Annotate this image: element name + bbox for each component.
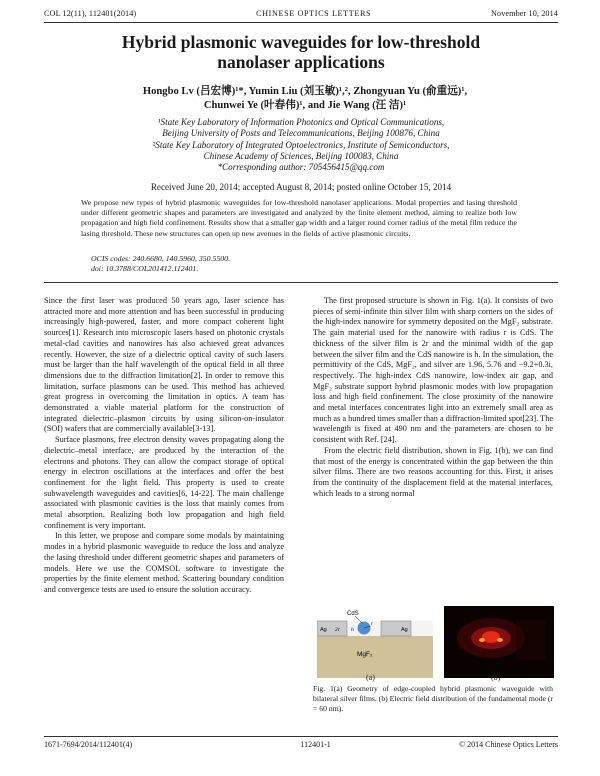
body-paragraph: From the electric field distribution, shown in Fig. 1(b), we can find that most of the energy is concentrated within the gap between the thin silver films. There are two reasons accounting for this. First, it arises from the continuity of the displacement field at the material interfaces, which leads to a strong normal [313, 445, 553, 498]
subfigure-label-a: (a) [366, 673, 375, 682]
field-hotspot-right [497, 638, 503, 642]
footer-issn: 1671-7694/2014/112401(4) [44, 740, 133, 749]
affiliations [44, 117, 558, 173]
substrate-label: MgF₂ [357, 651, 373, 658]
ag-right-label: Ag [401, 627, 408, 633]
field-distribution-image [444, 606, 554, 678]
figure-1 [313, 606, 553, 678]
header-journal: CHINESE OPTICS LETTERS [256, 9, 372, 18]
running-header [44, 9, 558, 21]
geometry-diagram [317, 606, 433, 678]
ocis-codes: OCIS codes: 240.6680, 140.5960, 350.5500. [91, 254, 231, 263]
affiliation-line: Beijing University of Posts and Telecommunications, Beijing 100876, China [162, 128, 440, 139]
paper-title [44, 32, 558, 72]
gap-label: h [351, 627, 354, 633]
substrate-shape [317, 636, 433, 678]
abstract: We propose new types of hybrid plasmonic waveguides for low-threshold nanolaser applications. Modal properties and lasing threshold under different geometric shapes and parameters are investigated and analyzed by the finite element method, aiming to realize both low propagation and high field confinement. Results show that a smaller gap width and a larger round corner radius of the metal film reduce the lasing threshold. These new structures can open up new avenues in the fields of active plasmonic circuits. [81, 198, 517, 238]
field-hotspot-left [479, 638, 485, 642]
column-right [313, 296, 553, 499]
affiliation-line: ²State Key Laboratory of Integrated Optoelectronics, Institute of Semiconductors, [152, 139, 450, 150]
body-paragraph: Since the first laser was produced 50 years ago, laser science has attracted more and more attention and has been successful in producing increasingly high-powered, faster, and more compact coherent light sources[1]. Research into microscopic lasers based on photonic crystals metal-clad cavities and nanowires has also achieved great advances recently. However, the size of a dielectric optical cavity of such lasers must be larger than the half wavelength of the optical field in all three dimensions due to the diffraction limitation[2]. In order to remove this limitation, surface plasmons can be used. This method has achieved great progress in overcoming the limitation in optics. A team has demonstrated a viable material platform for the construction of integrated dielectric–plasmon circuits by using silicon-on-insulator (SOI) wafers that are commercially available[3-13]. [44, 296, 284, 434]
title-line-2: nanolaser applications [217, 52, 385, 72]
cds-label: CdS [347, 611, 359, 617]
figure-caption: Fig. 1(a) Geometry of edge-coupled hybrid plasmonic waveguide with bilateral silver films. (b) Electric field distribution of the fundamental mode (r = 60 nm). [313, 684, 553, 714]
field-edge [516, 620, 546, 660]
header-rule [44, 22, 558, 23]
affiliation-line: ¹State Key Laboratory of Information Photonics and Optical Communications, [157, 117, 445, 127]
footer-page: 112401-1 [300, 740, 331, 749]
subfigure-label-b: (b) [491, 673, 501, 682]
author-list [70, 85, 540, 112]
authors-line-2: Chunwei Ye (叶春伟)¹, and Jie Wang (汪 洁)¹ [203, 99, 407, 111]
doi: doi: 10.3788/COL201412.112401. [91, 264, 199, 273]
abstract-rule [44, 282, 558, 283]
corresponding-author: *Corresponding author: 705456415@qq.com [217, 162, 385, 173]
title-line-1: Hybrid plasmonic waveguides for low-threshold [121, 32, 481, 52]
footer-copyright: © 2014 Chinese Optics Letters [459, 740, 558, 749]
page-footer [44, 740, 558, 749]
body-paragraph: In this letter, we propose and compare some modals by maintaining modes in a hybrid plasmonic waveguide to reduce the loss and analyze the lasing threshold under different geometric shapes and parameters of models. Here we use the COMSOL software to investigate the properties by the finite element method. Scattering boundary condition and convergence tests are used to ensure the solution accuracy. [44, 531, 284, 594]
radius-label: r [371, 622, 373, 627]
field-svg [444, 606, 554, 678]
column-left [44, 296, 284, 596]
affiliation-line: Chinese Academy of Sciences, Beijing 100083, China [203, 150, 399, 161]
footer-rule [44, 736, 558, 737]
header-date: November 10, 2014 [491, 9, 558, 18]
received-dates: Received June 20, 2014; accepted August 8, 2014; posted online October 15, 2014 [150, 182, 452, 192]
authors-line-1: Hongbo Lv (吕宏博)¹*, Yumin Liu (刘玉敏)¹,², Zhongyuan Yu (俞重远)¹, [142, 86, 468, 97]
thickness-label: 2r [335, 627, 340, 633]
field-core [482, 631, 500, 643]
body-paragraph: The first proposed structure is shown in Fig. 1(a). It consists of two pieces of semi-infinite thin silver film with sharp corners on the sides of the high-index nanowire for symmetry deposited on the MgF₂ substrate. The gain material used for the nanowire with radius r is CdS. The thickness of the silver film is 2r and the minimal width of the gap between the silver film and the CdS nanowire is h. In the simulation, the permittivity of the CdS, MgF₂, and silver are 1.96, 5.76 and −9.2+0.3i, respectively. The high-index CdS nanowire, low-index air gap, and MgF₂ substrate support hybrid plasmonic modes with low propagation loss and high field confinement. The close proximity of the nanowire and metal interfaces concentrates light into an extremely small area as much as a hundred times smaller than a diffraction-limited spot[23]. The wavelength is fixed at 490 nm and the parameters are chosen to be consistent with Ref. [24]. [313, 296, 553, 445]
paper-meta [91, 254, 230, 274]
header-citation: COL 12(11), 112401(2014) [44, 9, 137, 18]
ag-left-label: Ag [320, 627, 327, 633]
body-paragraph: Surface plasmons, free electron density waves propagating along the dielectric–metal interface, are produced by the interaction of the electrons and photons. They can allow the compact storage of optical energy in electron oscillations at the interfaces and offer the best confinement for the light field. This property is used to create subwavelength waveguides and cavities[6, 14-22]. The main challenge associated with plasmonic cavities is the loss that mainly comes from metal absorption. Realizing both low propagation and high field confinement is very important. [44, 435, 284, 530]
geometry-svg [317, 606, 433, 678]
